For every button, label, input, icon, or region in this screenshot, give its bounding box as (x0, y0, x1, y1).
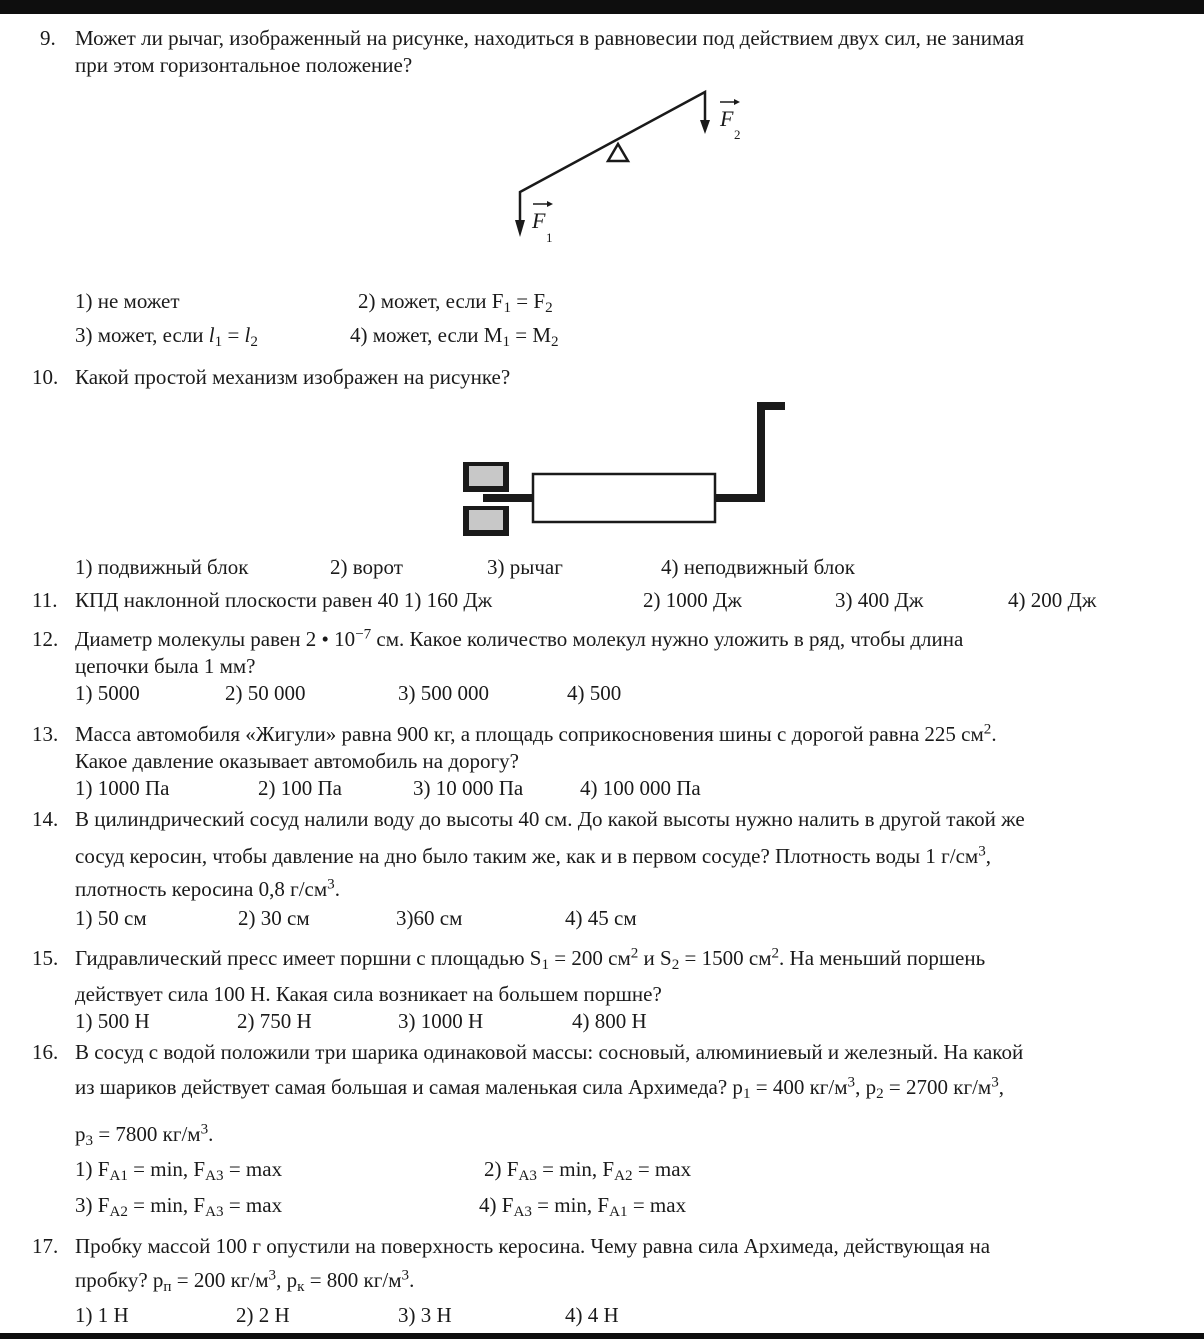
winch-figure (455, 398, 795, 538)
question-text: Масса автомобиля «Жигули» равна 900 кг, а площадь соприкосновения шины с дорогой равна 225 $см^2$. (75, 721, 997, 746)
question-text: пробку? $p_п = 200$ $кг/м^3$, $p_к = 800$ $кг/м^3$. (75, 1267, 415, 1295)
question-text: В цилиндрический сосуд налили воду до высоты 40 см. До какой высоты нужно налить в другой такой же (75, 807, 1025, 831)
answer-option-1[interactable]: 1) 1000 Па (75, 776, 170, 800)
answer-option-3[interactable]: 3) 1000 Н (398, 1009, 484, 1033)
question-number: 14. (32, 807, 59, 831)
question-number: 13. (32, 722, 59, 746)
question-number: 9. (40, 26, 56, 50)
question-number: 15. (32, 946, 59, 970)
answer-option-1[interactable]: 1) не может (75, 289, 180, 313)
question-text: Гидравлический пресс имеет поршни с площадью $S_1 = 200$ $см^2$ и $S_2 = 1500$ $см^2$. На меньший поршень (75, 945, 986, 973)
answer-option-2[interactable]: 2) 50 000 (225, 681, 306, 705)
question-number: 12. (32, 627, 59, 651)
question-text: при этом горизонтальное положение? (75, 53, 413, 77)
question-text: цепочки была 1 мм? (75, 654, 256, 678)
question-number: 10. (32, 365, 59, 389)
answer-option-4[interactable]: 4) 4 Н (565, 1303, 619, 1327)
answer-option-2[interactable]: 2) может, если $F_1 = F_2$ (358, 289, 553, 316)
question-text: Какое давление оказывает автомобиль на дорогу? (75, 749, 519, 773)
question-text: Какой простой механизм изображен на рисунке? (75, 365, 511, 389)
answer-option-4[interactable]: 4) 800 Н (572, 1009, 647, 1033)
force-2-label: F (720, 106, 734, 131)
answer-option-4[interactable]: 4) $F_{A3} = \min$, $F_{A1} = \max$ (479, 1193, 687, 1220)
answer-option-4[interactable]: 4) 45 см (565, 906, 637, 930)
answer-option-3[interactable]: 3)60 см (396, 906, 463, 930)
answer-option-3[interactable]: 3) 3 Н (398, 1303, 452, 1327)
answer-option-2[interactable]: 2) ворот (330, 555, 403, 579)
question-text: КПД наклонной плоскости равен 40 1) 160 Дж (75, 588, 493, 612)
top-border (0, 0, 1204, 14)
question-number: 17. (32, 1234, 59, 1258)
answer-option-2[interactable]: 2) $F_{A3} = \min$, $F_{A2} = \max$ (484, 1157, 692, 1184)
answer-option-2[interactable]: 2) 750 Н (237, 1009, 312, 1033)
question-text: из шариков действует самая большая и самая маленькая сила Архимеда? $p_1 = 400$ $кг/м^3$, $p_2 = 2700$ $кг/м^3$, (75, 1074, 1005, 1102)
answer-option-4[interactable]: 4) 200 Дж (1008, 588, 1097, 612)
question-text: $p_3 = 7800$ $кг/м^3$. (75, 1121, 214, 1149)
question-number: 16. (32, 1040, 59, 1064)
bottom-border (0, 1333, 1204, 1339)
question-text: Пробку массой 100 г опустили на поверхность керосина. Чему равна сила Архимеда, действующая на (75, 1234, 991, 1258)
force-2-subscript: 2 (734, 127, 741, 142)
answer-option-1[interactable]: 1) 5000 (75, 681, 140, 705)
answer-option-1[interactable]: 1) 50 см (75, 906, 147, 930)
question-text: Может ли рычаг, изображенный на рисунке, находиться в равновесии под действием двух сил, не занимая (75, 26, 1025, 50)
answer-option-3[interactable]: 3) 500 000 (398, 681, 489, 705)
answer-option-1[interactable]: 1) 1 Н (75, 1303, 129, 1327)
answer-option-3[interactable]: 3) рычаг (487, 555, 563, 579)
answer-option-4[interactable]: 4) 500 (567, 681, 622, 705)
answer-option-3[interactable]: 3) 10 000 Па (413, 776, 524, 800)
crank-handle (757, 404, 765, 502)
question-text: В сосуд с водой положили три шарика одинаковой массы: сосновый, алюминиевый и железный. На какой (75, 1040, 1024, 1064)
arrow-down-icon (700, 120, 710, 134)
answer-option-4[interactable]: 4) 100 000 Па (580, 776, 701, 800)
answer-option-1[interactable]: 1) подвижный блок (75, 555, 249, 579)
answer-option-3[interactable]: 3) может, если $l_1 = l_2$ (75, 323, 258, 350)
answer-option-3[interactable]: 3) $F_{A2} = \min$, $F_{A3} = \max$ (75, 1193, 283, 1220)
drum (533, 474, 715, 522)
arrow-down-icon (515, 220, 525, 237)
question-text: сосуд керосин, чтобы давление на дно было таким же, как и в первом сосуде? Плотность воды 1 $г/см^3$, (75, 843, 991, 868)
fulcrum-icon (608, 144, 628, 161)
force-1-subscript: 1 (546, 230, 553, 245)
question-number: 11. (32, 588, 58, 612)
question-text: Диаметр молекулы равен 2 • $10^{-7}$ см. Какое количество молекул нужно уложить в ряд, чтобы длина (75, 626, 964, 651)
lever-figure (500, 82, 790, 262)
answer-option-4[interactable]: 4) неподвижный блок (661, 555, 855, 579)
answer-option-1[interactable]: 1) $F_{A1} = \min$, $F_{A3} = \max$ (75, 1157, 283, 1184)
question-text: действует сила 100 Н. Какая сила возникает на большем поршне? (75, 982, 662, 1006)
force-1-label: F (532, 208, 546, 233)
answer-option-2[interactable]: 2) 30 см (238, 906, 310, 930)
answer-option-2[interactable]: 2) 2 Н (236, 1303, 290, 1327)
question-text: плотность керосина 0,8 $г/см^3$. (75, 876, 340, 901)
answer-option-1[interactable]: 1) 500 Н (75, 1009, 150, 1033)
answer-option-3[interactable]: 3) 400 Дж (835, 588, 924, 612)
answer-option-2[interactable]: 2) 1000 Дж (643, 588, 742, 612)
answer-option-2[interactable]: 2) 100 Па (258, 776, 342, 800)
crank-arm (715, 494, 763, 502)
answer-option-4[interactable]: 4) может, если $M_1 = M_2$ (350, 323, 559, 350)
